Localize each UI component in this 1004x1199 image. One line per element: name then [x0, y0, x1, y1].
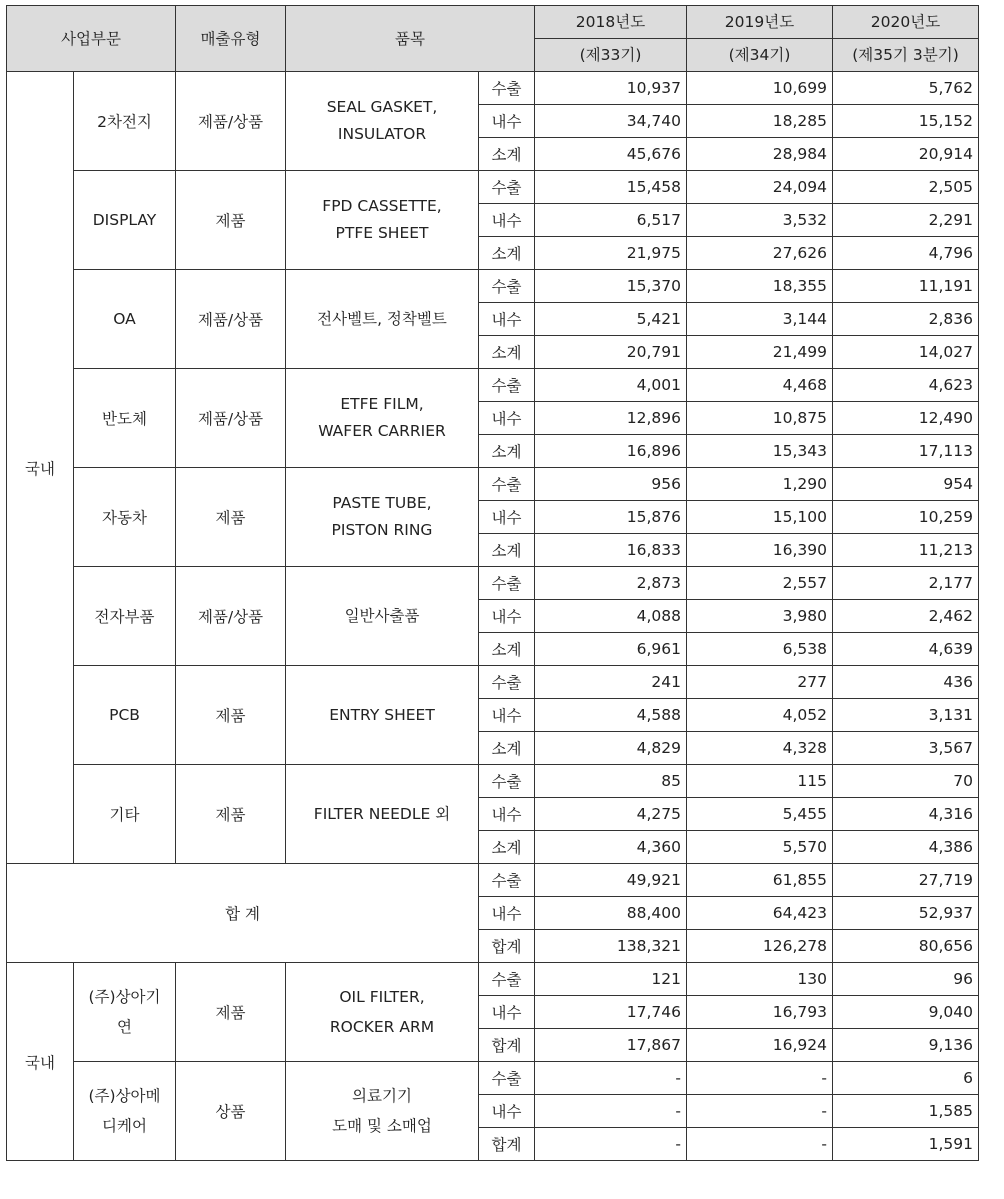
line-1: (주)상아메: [88, 1087, 161, 1105]
value-2019: 16,793: [687, 996, 833, 1029]
value-2020: 5,762: [833, 72, 979, 105]
subsidiary-name: [74, 963, 176, 1062]
line-2: PISTON RING: [331, 521, 433, 539]
value-2018: 49,921: [535, 864, 687, 897]
row-kind: 수출: [479, 666, 535, 699]
division-name: 전자부품: [74, 567, 176, 666]
line-2: PTFE SHEET: [335, 224, 429, 242]
value-2020: 96: [833, 963, 979, 996]
value-2020: 80,656: [833, 930, 979, 963]
value-2018: 15,876: [535, 501, 687, 534]
line-2: 연: [117, 1018, 132, 1036]
value-2020: 17,113: [833, 435, 979, 468]
value-2020: 11,213: [833, 534, 979, 567]
value-2018: 17,867: [535, 1029, 687, 1062]
value-2019: 5,570: [687, 831, 833, 864]
header-2020: 2020년도: [833, 6, 979, 39]
row-kind: 소계: [479, 831, 535, 864]
value-2019: 6,538: [687, 633, 833, 666]
value-2020: 954: [833, 468, 979, 501]
value-2019: -: [687, 1128, 833, 1161]
subsidiary-region-label: 국내: [7, 963, 74, 1161]
line-1: ETFE FILM,: [340, 395, 424, 413]
value-2019: 4,052: [687, 699, 833, 732]
line-1: FPD CASSETTE,: [322, 197, 442, 215]
division-name: PCB: [74, 666, 176, 765]
row-kind: 수출: [479, 567, 535, 600]
row-kind: 소계: [479, 732, 535, 765]
value-2020: 14,027: [833, 336, 979, 369]
value-2018: 4,275: [535, 798, 687, 831]
table-row: [7, 765, 979, 798]
region-label: 국내: [7, 72, 74, 864]
item-name: [286, 567, 479, 666]
item-name: [286, 72, 479, 171]
header-2019-sub: (제34기): [687, 39, 833, 72]
row-kind: 내수: [479, 204, 535, 237]
table-row: [7, 468, 979, 501]
division-name: 기타: [74, 765, 176, 864]
value-2018: 138,321: [535, 930, 687, 963]
table-body: [7, 72, 979, 1161]
row-kind: 합계: [479, 1128, 535, 1161]
row-kind: 소계: [479, 138, 535, 171]
line-1: FILTER NEEDLE 외: [313, 804, 451, 823]
value-2020: 9,136: [833, 1029, 979, 1062]
value-2018: 241: [535, 666, 687, 699]
value-2018: 16,896: [535, 435, 687, 468]
header-segment: 사업부문: [7, 6, 176, 72]
line-2: WAFER CARRIER: [318, 422, 446, 440]
value-2019: 3,980: [687, 600, 833, 633]
value-2019: 24,094: [687, 171, 833, 204]
row-kind: 내수: [479, 1095, 535, 1128]
row-kind: 수출: [479, 171, 535, 204]
row-kind: 소계: [479, 435, 535, 468]
row-kind: 수출: [479, 468, 535, 501]
row-kind: 수출: [479, 765, 535, 798]
value-2020: 15,152: [833, 105, 979, 138]
value-2018: -: [535, 1095, 687, 1128]
value-2019: 3,144: [687, 303, 833, 336]
value-2018: 4,829: [535, 732, 687, 765]
header-2019: 2019년도: [687, 6, 833, 39]
line-1: SEAL GASKET,: [326, 98, 438, 116]
value-2018: 4,001: [535, 369, 687, 402]
value-2019: 10,699: [687, 72, 833, 105]
row-kind: 합계: [479, 1029, 535, 1062]
sales-type: 제품: [176, 171, 286, 270]
value-2018: 4,360: [535, 831, 687, 864]
sales-type: 제품: [176, 765, 286, 864]
value-2019: 27,626: [687, 237, 833, 270]
row-kind: 합계: [479, 930, 535, 963]
row-kind: 수출: [479, 864, 535, 897]
value-2020: 3,567: [833, 732, 979, 765]
value-2019: 2,557: [687, 567, 833, 600]
line-1: OIL FILTER,: [339, 988, 425, 1006]
value-2018: 5,421: [535, 303, 687, 336]
sales-type: 제품/상품: [176, 270, 286, 369]
value-2019: 18,285: [687, 105, 833, 138]
value-2019: 1,290: [687, 468, 833, 501]
value-2020: 436: [833, 666, 979, 699]
row-kind: 내수: [479, 996, 535, 1029]
value-2019: 277: [687, 666, 833, 699]
sales-table: [6, 5, 979, 1161]
value-2020: 2,462: [833, 600, 979, 633]
value-2020: 9,040: [833, 996, 979, 1029]
value-2019: 130: [687, 963, 833, 996]
row-kind: 수출: [479, 369, 535, 402]
value-2018: 10,937: [535, 72, 687, 105]
value-2019: 3,532: [687, 204, 833, 237]
row-kind: 내수: [479, 105, 535, 138]
table-row: [7, 270, 979, 303]
row-kind: 소계: [479, 633, 535, 666]
item-name: [286, 369, 479, 468]
value-2019: 18,355: [687, 270, 833, 303]
line-1: ENTRY SHEET: [329, 705, 435, 724]
row-kind: 내수: [479, 600, 535, 633]
subsidiary-row: [7, 963, 979, 996]
value-2020: 52,937: [833, 897, 979, 930]
value-2019: 115: [687, 765, 833, 798]
sales-type: 상품: [176, 1062, 286, 1161]
line-1: PASTE TUBE,: [332, 494, 432, 512]
value-2019: 64,423: [687, 897, 833, 930]
value-2020: 27,719: [833, 864, 979, 897]
value-2018: 6,517: [535, 204, 687, 237]
value-2020: 6: [833, 1062, 979, 1095]
line-2: INSULATOR: [337, 125, 427, 143]
row-kind: 소계: [479, 336, 535, 369]
row-kind: 수출: [479, 963, 535, 996]
row-kind: 수출: [479, 72, 535, 105]
item-name: [286, 963, 479, 1062]
line-1: 일반사출품: [344, 606, 420, 625]
header-2020-sub: (제35기 3분기): [833, 39, 979, 72]
subsidiary-row: [7, 1062, 979, 1095]
value-2018: -: [535, 1128, 687, 1161]
table-row: [7, 171, 979, 204]
value-2018: 20,791: [535, 336, 687, 369]
value-2019: 21,499: [687, 336, 833, 369]
value-2020: 70: [833, 765, 979, 798]
row-kind: 내수: [479, 303, 535, 336]
value-2019: 16,924: [687, 1029, 833, 1062]
value-2020: 1,591: [833, 1128, 979, 1161]
value-2020: 10,259: [833, 501, 979, 534]
division-name: 2차전지: [74, 72, 176, 171]
header-item: 품목: [286, 6, 535, 72]
value-2019: 4,468: [687, 369, 833, 402]
value-2018: 4,088: [535, 600, 687, 633]
value-2018: 15,370: [535, 270, 687, 303]
value-2019: 15,343: [687, 435, 833, 468]
table-row: [7, 72, 979, 105]
division-name: DISPLAY: [74, 171, 176, 270]
value-2018: 956: [535, 468, 687, 501]
value-2020: 11,191: [833, 270, 979, 303]
division-name: OA: [74, 270, 176, 369]
value-2020: 2,836: [833, 303, 979, 336]
value-2019: 4,328: [687, 732, 833, 765]
value-2018: 34,740: [535, 105, 687, 138]
value-2020: 20,914: [833, 138, 979, 171]
division-name: 자동차: [74, 468, 176, 567]
value-2018: 17,746: [535, 996, 687, 1029]
value-2019: 16,390: [687, 534, 833, 567]
value-2020: 4,623: [833, 369, 979, 402]
value-2020: 4,639: [833, 633, 979, 666]
line-1: (주)상아기: [88, 988, 161, 1006]
sales-type: 제품/상품: [176, 72, 286, 171]
row-kind: 내수: [479, 699, 535, 732]
row-kind: 내수: [479, 402, 535, 435]
line-2: 도매 및 소매업: [332, 1117, 432, 1135]
row-kind: 내수: [479, 501, 535, 534]
value-2019: 126,278: [687, 930, 833, 963]
sales-type: 제품/상품: [176, 369, 286, 468]
value-2020: 2,177: [833, 567, 979, 600]
item-name: [286, 666, 479, 765]
value-2018: 2,873: [535, 567, 687, 600]
item-name: [286, 468, 479, 567]
table-row: [7, 666, 979, 699]
row-kind: 수출: [479, 1062, 535, 1095]
sales-type: 제품: [176, 468, 286, 567]
value-2018: 85: [535, 765, 687, 798]
value-2019: 5,455: [687, 798, 833, 831]
value-2019: -: [687, 1095, 833, 1128]
value-2020: 3,131: [833, 699, 979, 732]
line-1: 의료기기: [352, 1087, 412, 1105]
line-2: 디케어: [102, 1117, 147, 1135]
value-2018: 12,896: [535, 402, 687, 435]
value-2018: 6,961: [535, 633, 687, 666]
value-2020: 4,796: [833, 237, 979, 270]
total-label: 합 계: [7, 864, 479, 963]
subsidiary-name: [74, 1062, 176, 1161]
value-2018: 21,975: [535, 237, 687, 270]
header-2018: 2018년도: [535, 6, 687, 39]
value-2020: 2,291: [833, 204, 979, 237]
header-2018-sub: (제33기): [535, 39, 687, 72]
value-2019: 61,855: [687, 864, 833, 897]
value-2019: 10,875: [687, 402, 833, 435]
value-2019: 28,984: [687, 138, 833, 171]
value-2019: -: [687, 1062, 833, 1095]
table-row: [7, 369, 979, 402]
sales-type: 제품/상품: [176, 567, 286, 666]
table-row: [7, 567, 979, 600]
item-name: [286, 1062, 479, 1161]
value-2020: 12,490: [833, 402, 979, 435]
sales-type: 제품: [176, 666, 286, 765]
division-name: 반도체: [74, 369, 176, 468]
value-2018: -: [535, 1062, 687, 1095]
value-2018: 45,676: [535, 138, 687, 171]
line-1: 전사벨트, 정착벨트: [317, 309, 447, 328]
sales-type: 제품: [176, 963, 286, 1062]
value-2020: 4,316: [833, 798, 979, 831]
value-2020: 1,585: [833, 1095, 979, 1128]
row-kind: 내수: [479, 798, 535, 831]
item-name: [286, 171, 479, 270]
total-row: [7, 864, 979, 897]
value-2018: 121: [535, 963, 687, 996]
value-2018: 16,833: [535, 534, 687, 567]
value-2019: 15,100: [687, 501, 833, 534]
value-2020: 2,505: [833, 171, 979, 204]
value-2018: 88,400: [535, 897, 687, 930]
value-2020: 4,386: [833, 831, 979, 864]
row-kind: 내수: [479, 897, 535, 930]
row-kind: 소계: [479, 237, 535, 270]
value-2018: 4,588: [535, 699, 687, 732]
value-2018: 15,458: [535, 171, 687, 204]
table-header: [7, 6, 979, 72]
row-kind: 수출: [479, 270, 535, 303]
header-sales-type: 매출유형: [176, 6, 286, 72]
line-2: ROCKER ARM: [329, 1018, 435, 1036]
item-name: [286, 765, 479, 864]
item-name: [286, 270, 479, 369]
row-kind: 소계: [479, 534, 535, 567]
